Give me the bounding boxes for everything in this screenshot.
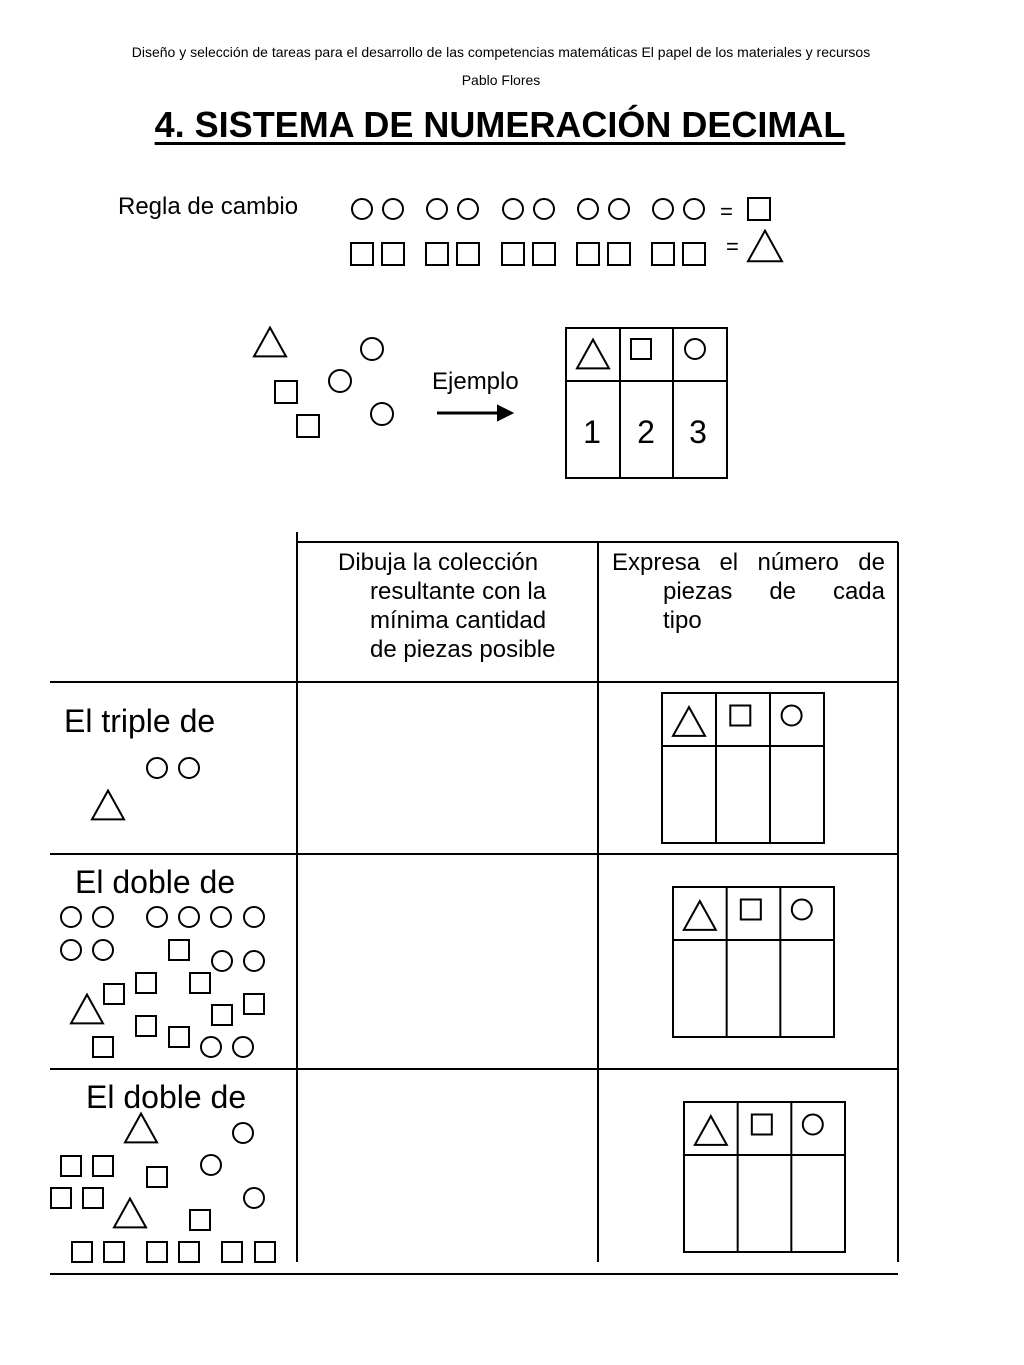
example-count-circles: 3 <box>689 414 707 450</box>
circle-piece <box>329 370 351 392</box>
square-piece <box>351 243 373 265</box>
triangle-piece <box>254 328 286 357</box>
square-piece <box>169 940 189 960</box>
square-piece <box>382 243 404 265</box>
square-piece <box>147 1167 167 1187</box>
square-piece <box>297 415 319 437</box>
example-count-triangles: 1 <box>583 414 601 450</box>
circle-piece <box>371 403 393 425</box>
triangle-piece <box>673 707 705 736</box>
square-piece <box>244 994 264 1014</box>
circle-piece <box>201 1155 221 1175</box>
square-piece <box>631 339 651 359</box>
circle-piece <box>684 199 704 219</box>
circle-piece <box>244 1188 264 1208</box>
circle-piece <box>427 199 447 219</box>
square-piece <box>212 1005 232 1025</box>
square-piece <box>533 243 555 265</box>
circle-piece <box>93 907 113 927</box>
square-piece <box>502 243 524 265</box>
header-author: Pablo Flores <box>461 72 541 88</box>
circle-piece <box>534 199 554 219</box>
triangle-piece <box>114 1199 146 1228</box>
square-piece <box>190 1210 210 1230</box>
circle-piece <box>609 199 629 219</box>
square-piece <box>93 1037 113 1057</box>
circle-piece <box>503 199 523 219</box>
answer-table <box>684 1102 845 1252</box>
circle-piece <box>147 758 167 778</box>
row-label-double-1: El doble de <box>75 864 236 900</box>
square-piece <box>255 1242 275 1262</box>
square-piece <box>426 243 448 265</box>
example-label: Ejemplo <box>432 368 519 395</box>
row-label-triple: El triple de <box>64 703 216 739</box>
circle-piece <box>233 1123 253 1143</box>
circle-piece <box>244 907 264 927</box>
square-piece <box>147 1242 167 1262</box>
circle-piece <box>61 940 81 960</box>
square-piece <box>61 1156 81 1176</box>
answer-table <box>673 887 834 1037</box>
circle-piece <box>61 907 81 927</box>
page-title: 4. SISTEMA DE NUMERACIÓN DECIMAL <box>154 104 846 145</box>
circle-piece <box>458 199 478 219</box>
square-piece <box>179 1242 199 1262</box>
square-piece <box>741 900 761 920</box>
equals-sign: = <box>726 234 739 259</box>
column-header-draw: Dibuja la colección resultante con la mínima cantidad de piezas posible <box>338 549 556 663</box>
circle-piece <box>233 1037 253 1057</box>
header-line-1: Diseño y selección de tareas para el desarrollo de las competencias matemáticas El papel de los materiales y recursos <box>131 44 871 60</box>
square-piece <box>608 243 630 265</box>
circle-piece <box>201 1037 221 1057</box>
square-piece <box>51 1188 71 1208</box>
triangle-piece <box>71 995 103 1024</box>
square-piece <box>104 1242 124 1262</box>
circle-piece <box>244 951 264 971</box>
square-piece <box>457 243 479 265</box>
square-piece <box>683 243 705 265</box>
triangle-piece <box>92 791 124 820</box>
circle-piece <box>803 1115 823 1135</box>
rule-label: Regla de cambio <box>118 193 299 220</box>
square-piece <box>72 1242 92 1262</box>
square-piece <box>748 198 770 220</box>
circle-piece <box>653 199 673 219</box>
circle-piece <box>93 940 113 960</box>
square-piece <box>136 973 156 993</box>
square-piece <box>104 984 124 1004</box>
circle-piece <box>147 907 167 927</box>
example-table <box>566 328 727 478</box>
equals-sign: = <box>720 199 733 224</box>
triangle-piece <box>125 1114 157 1143</box>
circle-piece <box>211 907 231 927</box>
square-piece <box>222 1242 242 1262</box>
square-piece <box>169 1027 189 1047</box>
triangle-piece <box>748 231 782 262</box>
square-piece <box>730 706 750 726</box>
row-label-double-2: El doble de <box>86 1079 247 1115</box>
triangle-piece <box>684 901 716 930</box>
square-piece <box>577 243 599 265</box>
square-piece <box>83 1188 103 1208</box>
square-piece <box>752 1115 772 1135</box>
square-piece <box>136 1016 156 1036</box>
circle-piece <box>352 199 372 219</box>
circle-piece <box>578 199 598 219</box>
answer-table <box>662 693 824 843</box>
square-piece <box>93 1156 113 1176</box>
example-count-squares: 2 <box>637 414 655 450</box>
circle-piece <box>212 951 232 971</box>
triangle-piece <box>695 1116 727 1145</box>
square-piece <box>275 381 297 403</box>
square-piece <box>652 243 674 265</box>
circle-piece <box>792 900 812 920</box>
circle-piece <box>179 758 199 778</box>
circle-piece <box>782 706 802 726</box>
column-header-express: Expresa el número de piezas de cada tipo <box>612 549 885 634</box>
triangle-piece <box>577 340 609 369</box>
square-piece <box>190 973 210 993</box>
example-arrow-head <box>498 406 512 420</box>
circle-piece <box>383 199 403 219</box>
circle-piece <box>179 907 199 927</box>
circle-piece <box>685 339 705 359</box>
circle-piece <box>361 338 383 360</box>
